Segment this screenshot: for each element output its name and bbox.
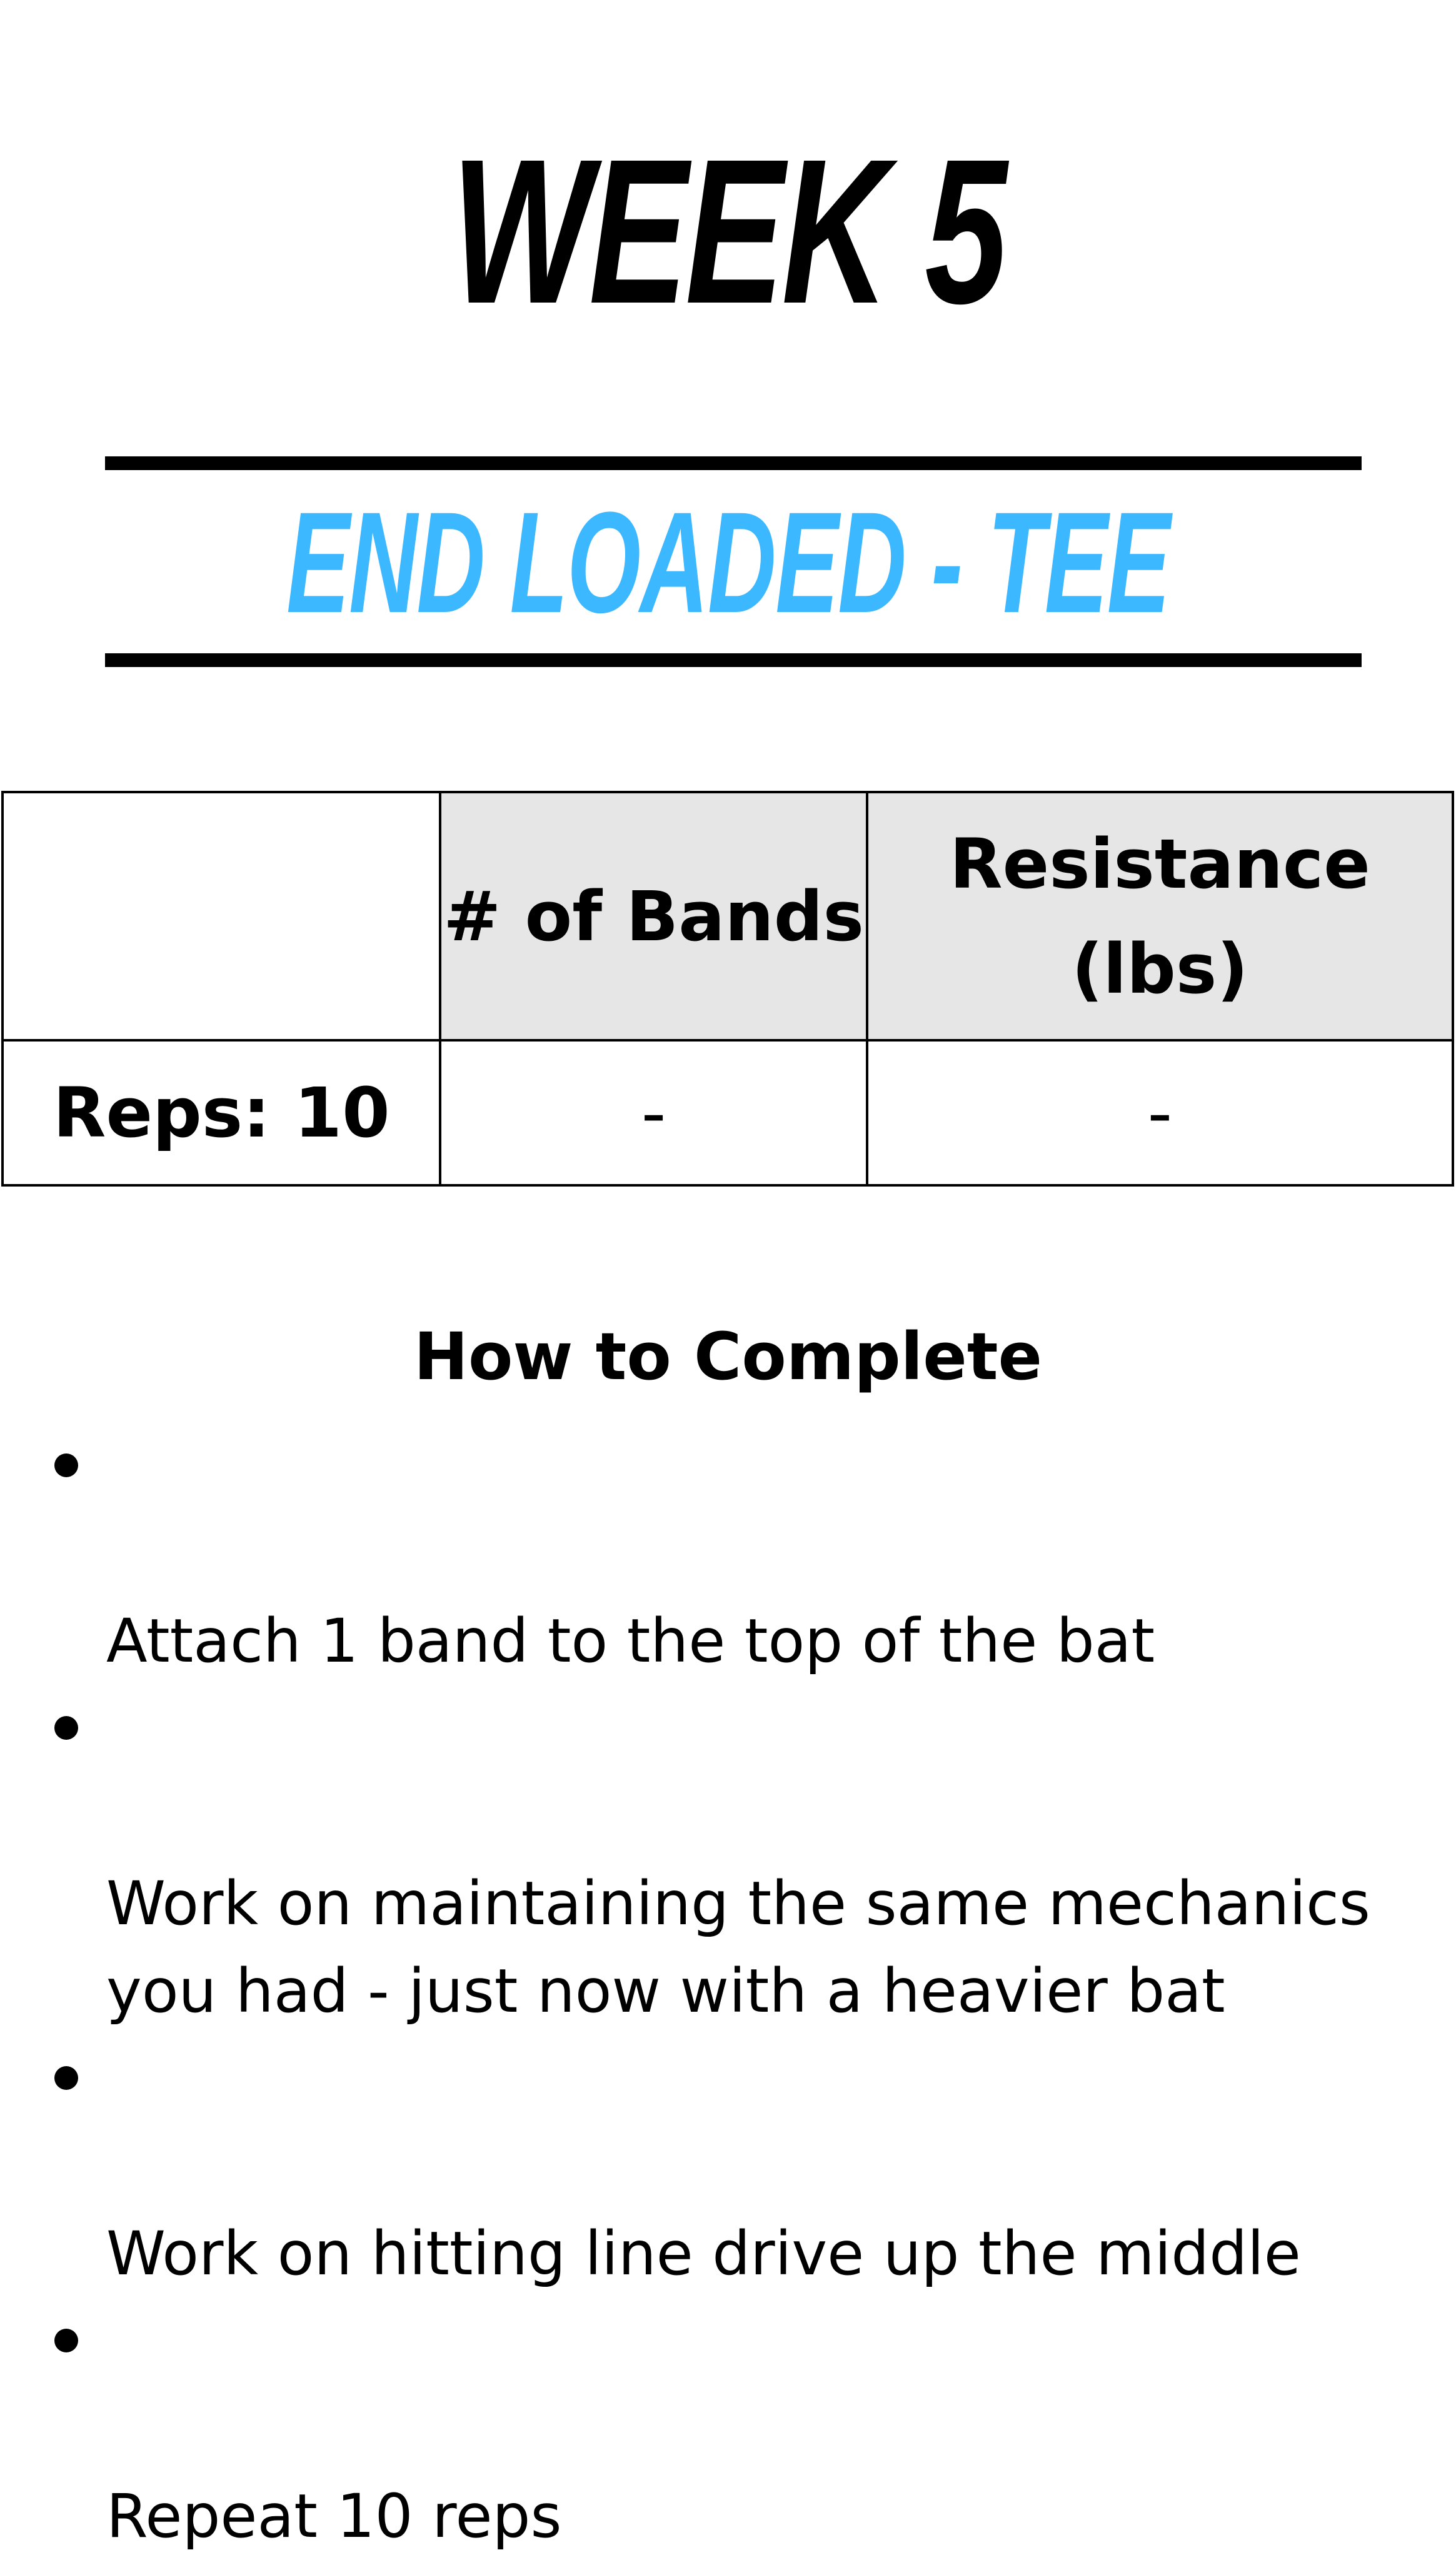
table-cell-reps: Reps: 10 <box>3 1040 440 1185</box>
divider-bottom <box>105 653 1362 667</box>
instructions-list <box>106 1422 1419 2560</box>
bullet-icon <box>54 1453 78 1477</box>
list-item-text: Work on hitting line drive up the middle <box>106 2219 1301 2289</box>
list-item <box>106 2035 1419 2297</box>
bullet-icon <box>54 1716 78 1740</box>
table-cell-resistance: - <box>867 1040 1453 1185</box>
divider-top <box>105 456 1362 470</box>
bullet-icon <box>54 2329 78 2352</box>
list-item <box>106 1685 1419 2035</box>
page-title: WEEK 5 <box>451 116 1005 346</box>
table-cell-bands: - <box>440 1040 866 1185</box>
list-item-text: Repeat 10 reps <box>106 2481 562 2551</box>
list-item-text: Work on maintaining the same mechanics you had - just now with a heavier bat <box>106 1869 1370 2026</box>
table-header-resistance: Resistance (lbs) <box>867 792 1453 1040</box>
table-header-bands: # of Bands <box>440 792 866 1040</box>
page-subtitle: END LOADED - TEE <box>286 482 1170 643</box>
bands-table <box>1 791 1454 1187</box>
instructions-heading: How to Complete <box>413 1318 1043 1395</box>
list-item <box>106 2297 1419 2560</box>
bullet-icon <box>54 2066 78 2090</box>
table-row <box>3 1040 1453 1185</box>
list-item <box>106 1422 1419 1685</box>
table-header-row <box>3 792 1453 1040</box>
list-item-text: Attach 1 band to the top of the bat <box>106 1606 1155 1676</box>
table-header-empty <box>3 792 440 1040</box>
